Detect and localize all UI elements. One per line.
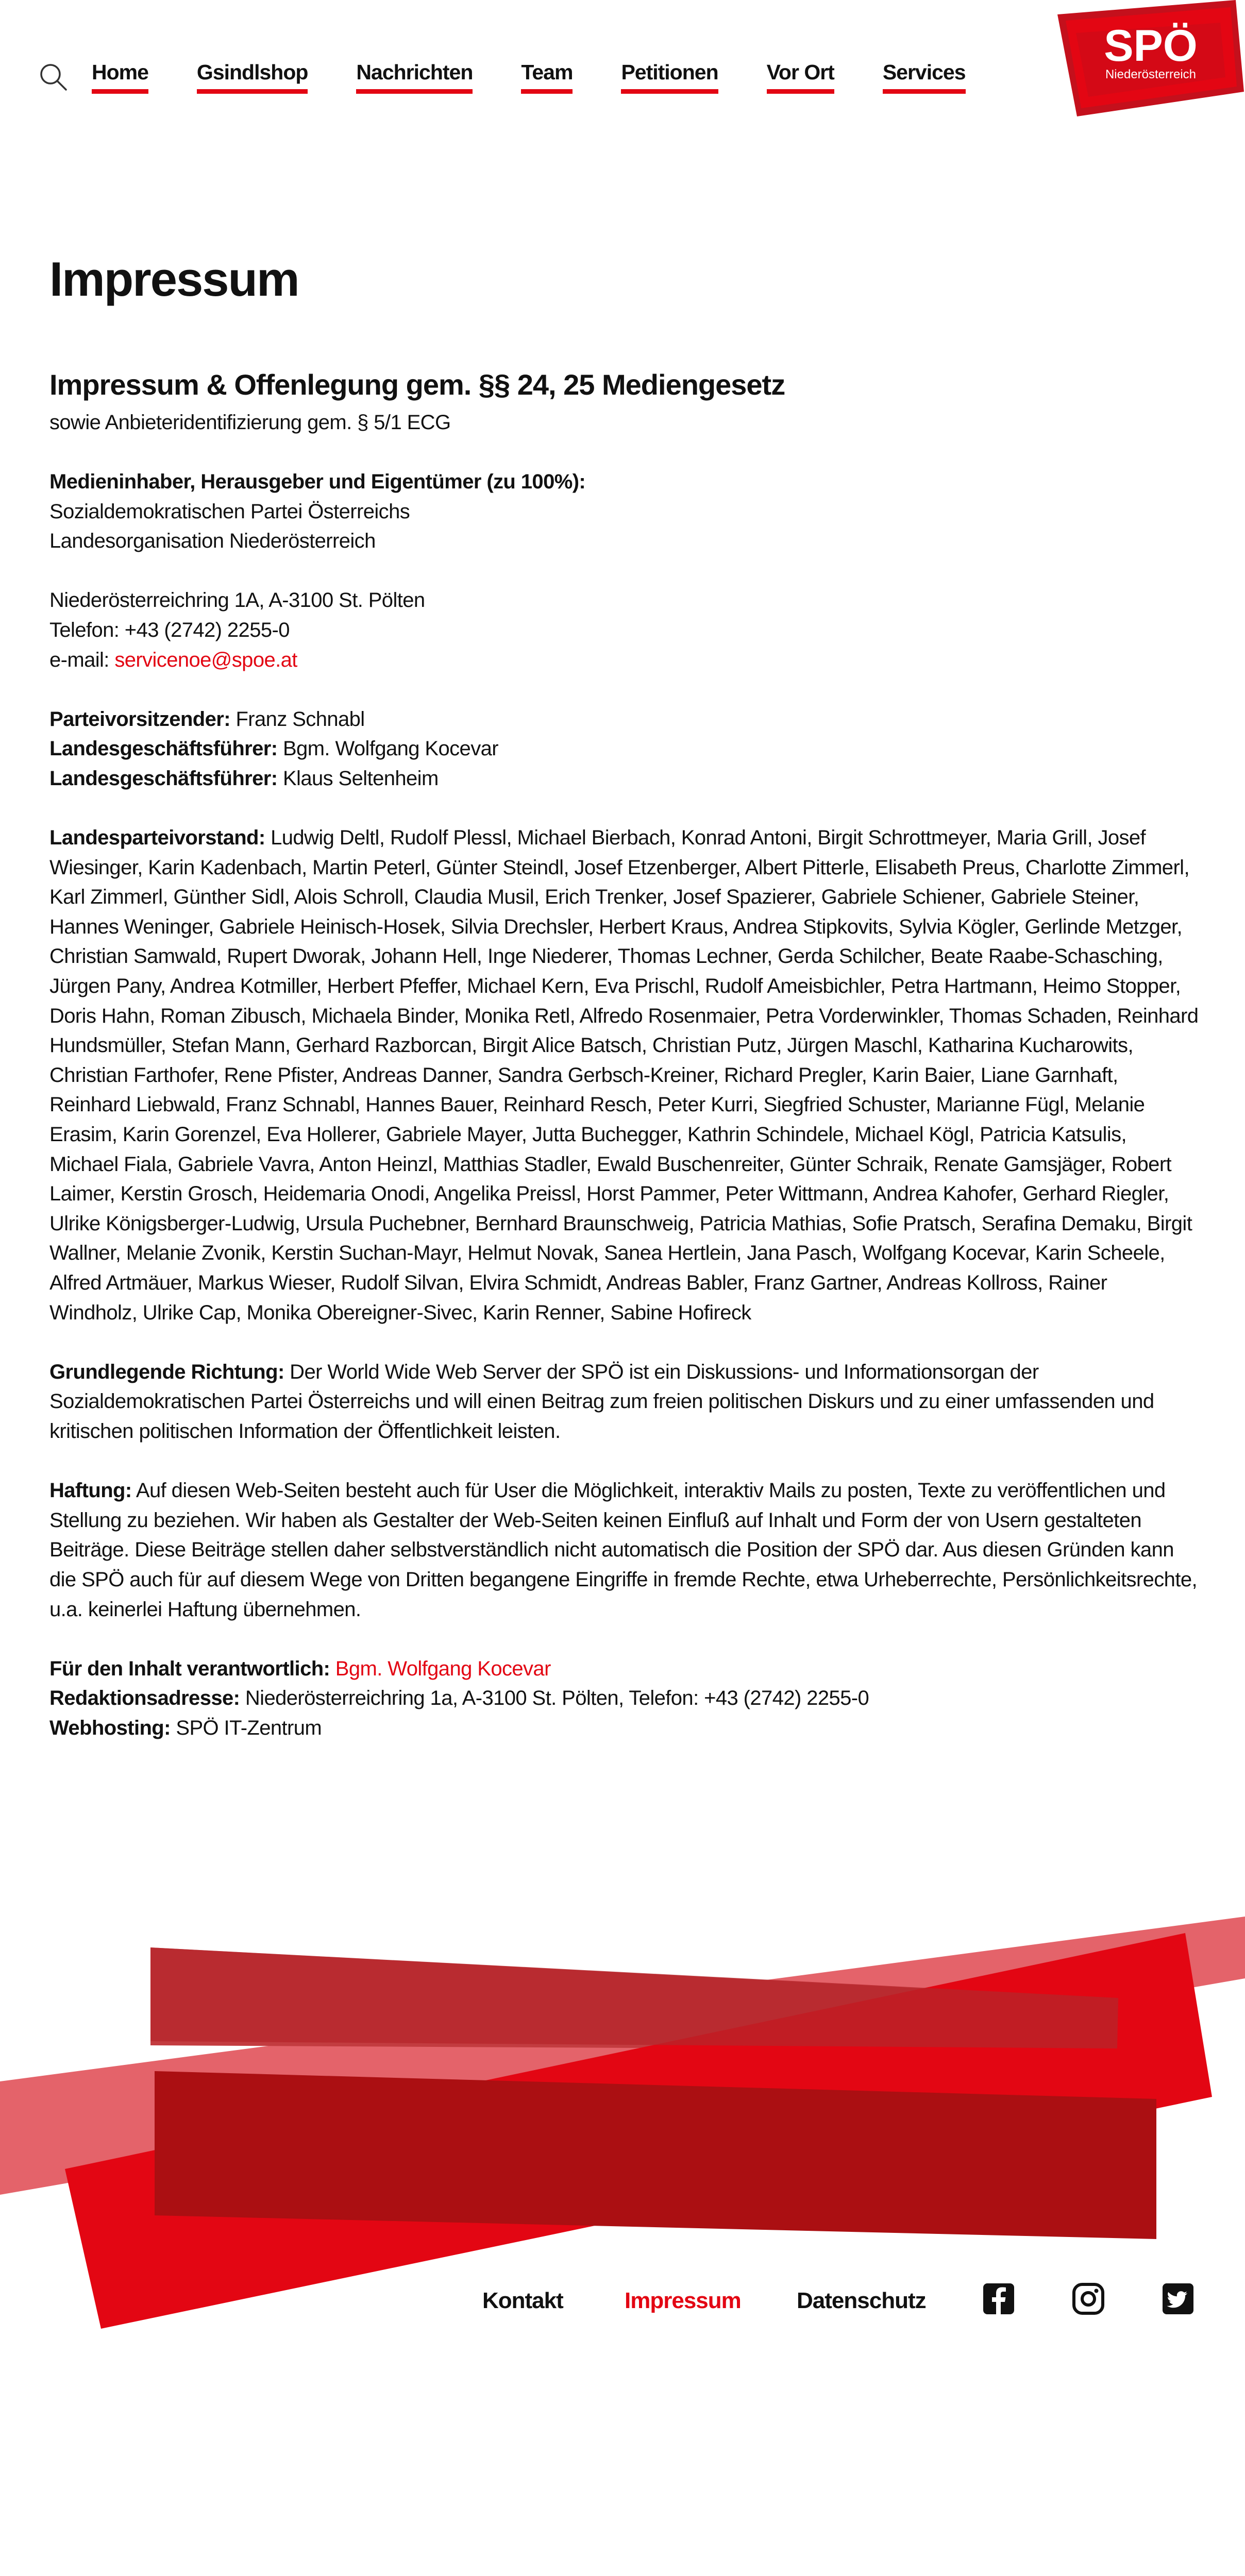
twitter-icon[interactable] bbox=[1162, 2282, 1194, 2315]
direction-section bbox=[49, 1358, 1199, 1447]
email-link[interactable]: servicenoe@spoe.at bbox=[114, 648, 297, 671]
spoe-logo[interactable] bbox=[1045, 0, 1244, 116]
editorial-value: Niederösterreichring 1a, A-3100 St. Pölten, Telefon: +43 (2742) 2255-0 bbox=[240, 1687, 869, 1710]
footer-link-kontakt[interactable]: Kontakt bbox=[482, 2288, 563, 2313]
site-header bbox=[0, 0, 1245, 134]
hosting-label: Webhosting: bbox=[49, 1716, 171, 1739]
nav-services[interactable]: Services bbox=[883, 61, 966, 94]
owner-line1: Sozialdemokratischen Partei Österreichs bbox=[49, 500, 410, 523]
search-icon[interactable] bbox=[38, 62, 68, 92]
manager2-label: Landesgeschäftsführer: bbox=[49, 767, 278, 790]
board-section bbox=[49, 823, 1199, 1328]
logo-text: SPÖ bbox=[1104, 21, 1198, 71]
direction-value: Der World Wide Web Server der SPÖ ist ein Diskussions- und Informationsorgan der Sozialdemokratischen Partei Österreichs und will einen Beitrag zum freien politischen Diskurs und zu einer umfassenden und kritischen politischen Information der Öffentlichkeit leisten. bbox=[49, 1360, 1154, 1443]
footer-link-datenschutz[interactable]: Datenschutz bbox=[797, 2288, 926, 2313]
owner-line2: Landesorganisation Niederösterreich bbox=[49, 530, 376, 553]
hosting-value: SPÖ IT-Zentrum bbox=[170, 1716, 322, 1739]
manager1-value: Bgm. Wolfgang Kocevar bbox=[277, 737, 498, 760]
liability-label: Haftung: bbox=[49, 1479, 132, 1502]
nav-petitionen[interactable]: Petitionen bbox=[621, 61, 718, 94]
nav-team[interactable]: Team bbox=[521, 61, 573, 94]
chair-label: Parteivorsitzender: bbox=[49, 707, 230, 731]
facebook-icon[interactable] bbox=[982, 2282, 1015, 2315]
footer-nav bbox=[0, 2287, 1245, 2329]
nav-home[interactable]: Home bbox=[92, 61, 148, 94]
nav-gsindlshop[interactable]: Gsindlshop bbox=[197, 61, 308, 94]
liability-value: Auf diesen Web-Seiten besteht auch für User die Möglichkeit, interaktiv Mails zu posten, Texte zu veröffentlichen und Stellung zu beziehen. Wir haben als Gestalter der Web-Seiten keinen Einfluß auf Inhalt und Form der von Usern gestalteten Beiträge. Diese Beiträge stellen daher selbstverständlich nicht automatisch die Position der SPÖ dar. Aus diesen Gründen kann die SPÖ auch für auf diesem Wege von Dritten begangene Eingriffe in fremde Rechte, etwa Urheberrechte, Persönlichkeitsrechte, u.a. keinerlei Haftung übernehmen. bbox=[49, 1479, 1197, 1621]
impressum-content bbox=[49, 252, 1199, 1743]
address: Niederösterreichring 1A, A-3100 St. Pölten bbox=[49, 589, 425, 612]
phone: Telefon: +43 (2742) 2255-0 bbox=[49, 618, 290, 641]
responsible-label: Für den Inhalt verantwortlich: bbox=[49, 1657, 330, 1680]
liability-section bbox=[49, 1476, 1199, 1624]
instagram-icon[interactable] bbox=[1072, 2282, 1105, 2315]
main-nav bbox=[92, 61, 966, 94]
board-value: Ludwig Deltl, Rudolf Plessl, Michael Bierbach, Konrad Antoni, Birgit Schrottmeyer, Maria Grill, Josef Wiesinger, Karin Kadenbach, Martin Peterl, Günter Steindl, Josef Etzenberger, Albert Pitterle, Elisabeth Preus, Charlotte Zimmerl, Karl Zimmerl, Günther Sidl, Alois Schroll, Claudia Musil, Erich Trenker, Josef Spazierer, Gabriele Schiener, Gabriele Steiner, Hannes Weninger, Gabriele Heinisch-Hosek, Silvia Drechsler, Herbert Kraus, Andrea Stipkovits, Sylvia Kögler, Gerlinde Metzger, Christian Samwald, Rupert Dworak, Johann Hell, Inge Niederer, Thomas Lechner, Gerda Schilcher, Beate Raabe-Schasching, Jürgen Pany, Andrea Kotmiller, Herbert Pfeffer, Michael Kern, Eva Prischl, Rudolf Ameisbichler, Petra Hartmann, Heimo Stopper, Doris Hahn, Roman Zibusch, Michaela Binder, Monika Retl, Alfredo Rosenmaier, Petra Vorderwinkler, Thomas Schaden, Reinhard Hundsmüller, Stefan Mann, Gerhard Razborcan, Birgit Alice Batsch, Christian Putz, Jürgen Maschl, Katharina Kucharowits, Christian Farthofer, Rene Pfister, Andreas Danner, Sandra Gerbsch-Kreiner, Richard Pregler, Karin Baier, Liane Garnhaft, Reinhard Liebwald, Franz Schnabl, Hannes Bauer, Reinhard Resch, Peter Kurri, Siegfried Schuster, Marianne Fügl, Melanie Erasim, Karin Gorenzel, Eva Hollerer, Gabriele Mayer, Jutta Buchegger, Kathrin Schindele, Michael Kögl, Patricia Katsulis, Michael Fiala, Gabriele Vavra, Anton Heinzl, Matthias Stadler, Ewald Buschenreiter, Günter Schraik, Renate Gamsjäger, Robert Laimer, Kerstin Grosch, Heidemaria Onodi, Angelika Preissl, Horst Pammer, Peter Wittmann, Andrea Kahofer, Gerhard Riegler, Ulrike Königsberger-Ludwig, Ursula Puchebner, Bernhard Braunschweig, Patricia Mathias, Sofie Pratsch, Serafina Demaku, Birgit Wallner, Melanie Zvonik, Kerstin Suchan-Mayr, Helmut Novak, Sanea Hertlein, Jana Pasch, Wolfgang Kocevar, Karin Scheele, Alfred Artmäuer, Markus Wieser, Rudolf Silvan, Elvira Schmidt, Andreas Babler, Franz Gartner, Andreas Kollross, Rainer Windholz, Ulrike Cap, Monika Obereigner-Sivec, Karin Renner, Sabine Hofireck bbox=[49, 826, 1199, 1324]
owner-section bbox=[49, 467, 1199, 556]
leadership-section bbox=[49, 705, 1199, 794]
board-label: Landesparteivorstand: bbox=[49, 826, 265, 850]
responsibility-section bbox=[49, 1654, 1199, 1743]
nav-nachrichten[interactable]: Nachrichten bbox=[356, 61, 473, 94]
email-label: e-mail: bbox=[49, 648, 115, 671]
manager2-value: Klaus Seltenheim bbox=[277, 767, 439, 790]
ecg-line: sowie Anbieteridentifizierung gem. § 5/1 ECG bbox=[49, 411, 451, 434]
manager1-label: Landesgeschäftsführer: bbox=[49, 737, 278, 760]
direction-label: Grundlegende Richtung: bbox=[49, 1360, 284, 1383]
nav-vor-ort[interactable]: Vor Ort bbox=[767, 61, 834, 94]
chair-value: Franz Schnabl bbox=[230, 707, 365, 731]
page-title: Impressum bbox=[49, 252, 299, 306]
contact-section bbox=[49, 586, 1199, 675]
logo-subtext: Niederösterreich bbox=[1105, 67, 1197, 81]
owner-label: Medieninhaber, Herausgeber und Eigentümer (zu 100%): bbox=[49, 470, 586, 493]
editorial-label: Redaktionsadresse: bbox=[49, 1687, 240, 1710]
impressum-subtitle: Impressum & Offenlegung gem. §§ 24, 25 Mediengesetz bbox=[49, 368, 785, 401]
footer-decoration bbox=[0, 1906, 1245, 2349]
responsible-link[interactable]: Bgm. Wolfgang Kocevar bbox=[335, 1657, 551, 1680]
footer-link-impressum[interactable]: Impressum bbox=[625, 2288, 741, 2313]
